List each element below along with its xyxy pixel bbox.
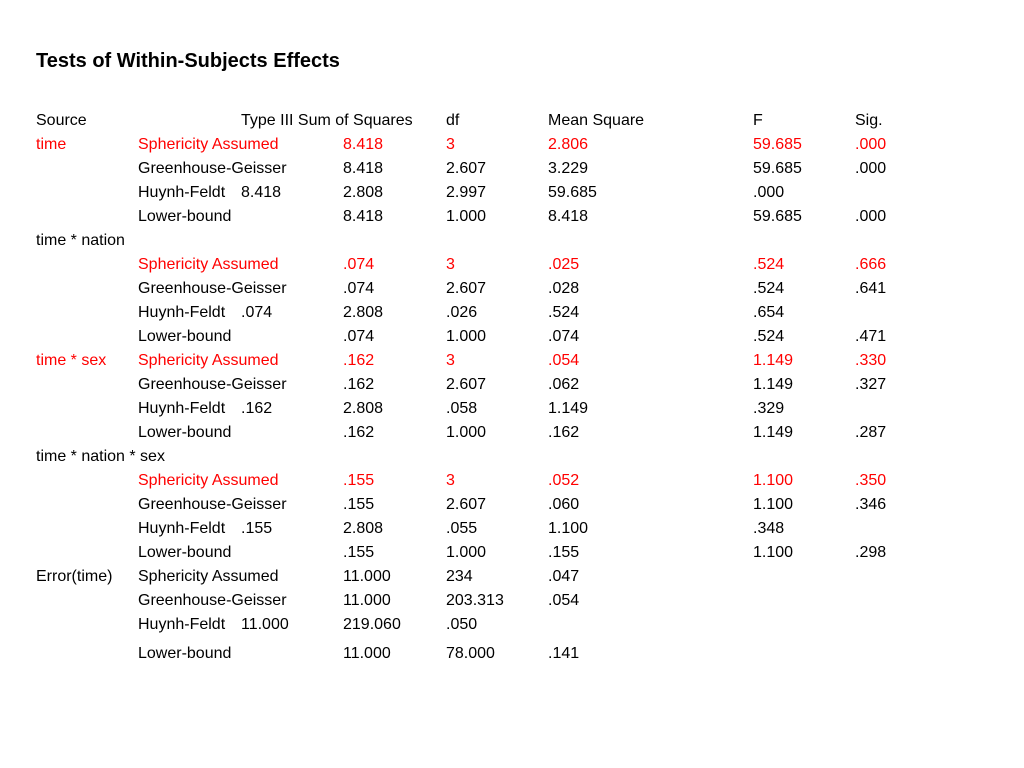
row-correction: Lower-bound xyxy=(138,424,232,441)
row-df: 234 xyxy=(446,568,473,585)
row-mean-square: 8.418 xyxy=(548,208,589,225)
row-f: 1.100 xyxy=(548,520,589,537)
row-df: 3 xyxy=(446,352,455,369)
row-mean-square: .062 xyxy=(548,376,580,393)
row-mean-square: .141 xyxy=(548,645,580,662)
row-df: 1.000 xyxy=(446,424,487,441)
row-mean-square: .025 xyxy=(548,256,580,273)
row-f: 1.149 xyxy=(548,400,589,417)
row-f: 1.100 xyxy=(753,472,794,489)
header-sig: Sig. xyxy=(855,112,883,129)
row-source: Error(time) xyxy=(36,568,113,585)
row-correction: Sphericity Assumed xyxy=(138,136,279,153)
row-sum-of-squares: 11.000 xyxy=(343,592,391,609)
row-sum-of-squares: .074 xyxy=(343,328,375,345)
row-correction: Greenhouse-Geisser xyxy=(138,592,287,609)
row-df: 2.808 xyxy=(343,304,384,321)
row-sig: .641 xyxy=(855,280,887,297)
row-correction: Greenhouse-Geisser xyxy=(138,160,287,177)
row-sum-of-squares: .074 xyxy=(343,256,375,273)
row-sig: .654 xyxy=(753,304,785,321)
row-sum-of-squares: .074 xyxy=(343,280,375,297)
row-sig: .348 xyxy=(753,520,785,537)
header-source: Source xyxy=(36,112,87,129)
row-f: 59.685 xyxy=(753,136,802,153)
row-correction: Lower-bound xyxy=(138,645,232,662)
row-f: 1.149 xyxy=(753,424,794,441)
row-correction: Huynh-Feldt xyxy=(138,520,226,537)
row-f: 59.685 xyxy=(753,160,802,177)
row-df: 219.060 xyxy=(343,616,401,633)
row-mean-square: 2.806 xyxy=(548,136,589,153)
row-sig: .471 xyxy=(855,328,887,345)
row-sum-of-squares: 8.418 xyxy=(343,160,384,177)
row-correction: Sphericity Assumed xyxy=(138,256,279,273)
row-df: 1.000 xyxy=(446,208,487,225)
row-f: .524 xyxy=(548,304,580,321)
row-correction: Lower-bound xyxy=(138,328,232,345)
row-df: 2.808 xyxy=(343,520,384,537)
row-mean-square: .155 xyxy=(548,544,580,561)
row-f: 1.149 xyxy=(753,352,794,369)
row-correction: Huynh-Feldt xyxy=(138,400,226,417)
row-sum-of-squares: .155 xyxy=(343,544,375,561)
row-sig: .287 xyxy=(855,424,887,441)
row-sum-of-squares: 11.000 xyxy=(241,616,289,633)
row-source: time * sex xyxy=(36,352,107,369)
row-correction: Huynh-Feldt xyxy=(138,616,226,633)
row-correction: Sphericity Assumed xyxy=(138,352,279,369)
row-df: 2.808 xyxy=(343,184,384,201)
row-source: time * nation * sex xyxy=(36,448,165,465)
row-df: 2.607 xyxy=(446,496,487,513)
row-mean-square: .054 xyxy=(548,352,580,369)
row-df: 2.607 xyxy=(446,280,487,297)
row-mean-square: .047 xyxy=(548,568,580,585)
row-sig: .000 xyxy=(753,184,785,201)
row-correction: Huynh-Feldt xyxy=(138,184,226,201)
row-df: 203.313 xyxy=(446,592,504,609)
row-df: 3 xyxy=(446,256,455,273)
table-title: Tests of Within-Subjects Effects xyxy=(36,50,340,72)
row-source: time xyxy=(36,136,67,153)
row-sum-of-squares: 8.418 xyxy=(343,208,384,225)
row-sum-of-squares: 11.000 xyxy=(343,568,391,585)
row-sig: .000 xyxy=(855,160,887,177)
row-sum-of-squares: .162 xyxy=(343,424,375,441)
row-mean-square: .052 xyxy=(548,472,580,489)
row-sig: .000 xyxy=(855,136,887,153)
row-correction: Sphericity Assumed xyxy=(138,568,279,585)
header-df: df xyxy=(446,112,460,129)
row-f: 59.685 xyxy=(548,184,597,201)
row-mean-square: .054 xyxy=(548,592,580,609)
row-f: .524 xyxy=(753,328,785,345)
row-sig: .329 xyxy=(753,400,785,417)
row-source: time * nation xyxy=(36,232,125,249)
row-df: 78.000 xyxy=(446,645,495,662)
row-df: 2.808 xyxy=(343,400,384,417)
row-sum-of-squares: 8.418 xyxy=(343,136,384,153)
row-df: 2.607 xyxy=(446,160,487,177)
row-mean-square: .058 xyxy=(446,400,478,417)
row-f: 59.685 xyxy=(753,208,802,225)
row-f: 1.100 xyxy=(753,496,794,513)
row-f: 1.149 xyxy=(753,376,794,393)
row-mean-square: .074 xyxy=(548,328,580,345)
header-f: F xyxy=(753,112,763,129)
row-f: 1.100 xyxy=(753,544,794,561)
row-sig: .330 xyxy=(855,352,887,369)
row-sum-of-squares: .155 xyxy=(343,496,375,513)
row-correction: Lower-bound xyxy=(138,208,232,225)
row-sum-of-squares: .074 xyxy=(241,304,273,321)
row-mean-square: .050 xyxy=(446,616,478,633)
row-mean-square: .026 xyxy=(446,304,478,321)
row-correction: Sphericity Assumed xyxy=(138,472,279,489)
row-sum-of-squares: .162 xyxy=(343,376,375,393)
row-mean-square: .162 xyxy=(548,424,580,441)
row-correction: Greenhouse-Geisser xyxy=(138,280,287,297)
row-sum-of-squares: .162 xyxy=(343,352,375,369)
row-df: 3 xyxy=(446,136,455,153)
row-sum-of-squares: 8.418 xyxy=(241,184,282,201)
row-correction: Greenhouse-Geisser xyxy=(138,376,287,393)
header-sum-of-squares: Type III Sum of Squares xyxy=(241,112,413,129)
row-sum-of-squares: .162 xyxy=(241,400,273,417)
row-df: 3 xyxy=(446,472,455,489)
row-sum-of-squares: 11.000 xyxy=(343,645,391,662)
row-correction: Greenhouse-Geisser xyxy=(138,496,287,513)
row-sig: .666 xyxy=(855,256,887,273)
row-sig: .346 xyxy=(855,496,887,513)
row-mean-square: .028 xyxy=(548,280,580,297)
header-mean-square: Mean Square xyxy=(548,112,645,129)
row-correction: Lower-bound xyxy=(138,544,232,561)
row-sig: .298 xyxy=(855,544,887,561)
row-f: .524 xyxy=(753,280,785,297)
row-mean-square: .055 xyxy=(446,520,478,537)
row-mean-square: .060 xyxy=(548,496,580,513)
row-sig: .327 xyxy=(855,376,887,393)
row-df: 1.000 xyxy=(446,328,487,345)
row-df: 1.000 xyxy=(446,544,487,561)
row-mean-square: 2.997 xyxy=(446,184,487,201)
row-df: 2.607 xyxy=(446,376,487,393)
row-sig: .350 xyxy=(855,472,887,489)
row-f: .524 xyxy=(753,256,785,273)
row-sum-of-squares: .155 xyxy=(343,472,375,489)
row-correction: Huynh-Feldt xyxy=(138,304,226,321)
row-sum-of-squares: .155 xyxy=(241,520,273,537)
row-sig: .000 xyxy=(855,208,887,225)
row-mean-square: 3.229 xyxy=(548,160,589,177)
